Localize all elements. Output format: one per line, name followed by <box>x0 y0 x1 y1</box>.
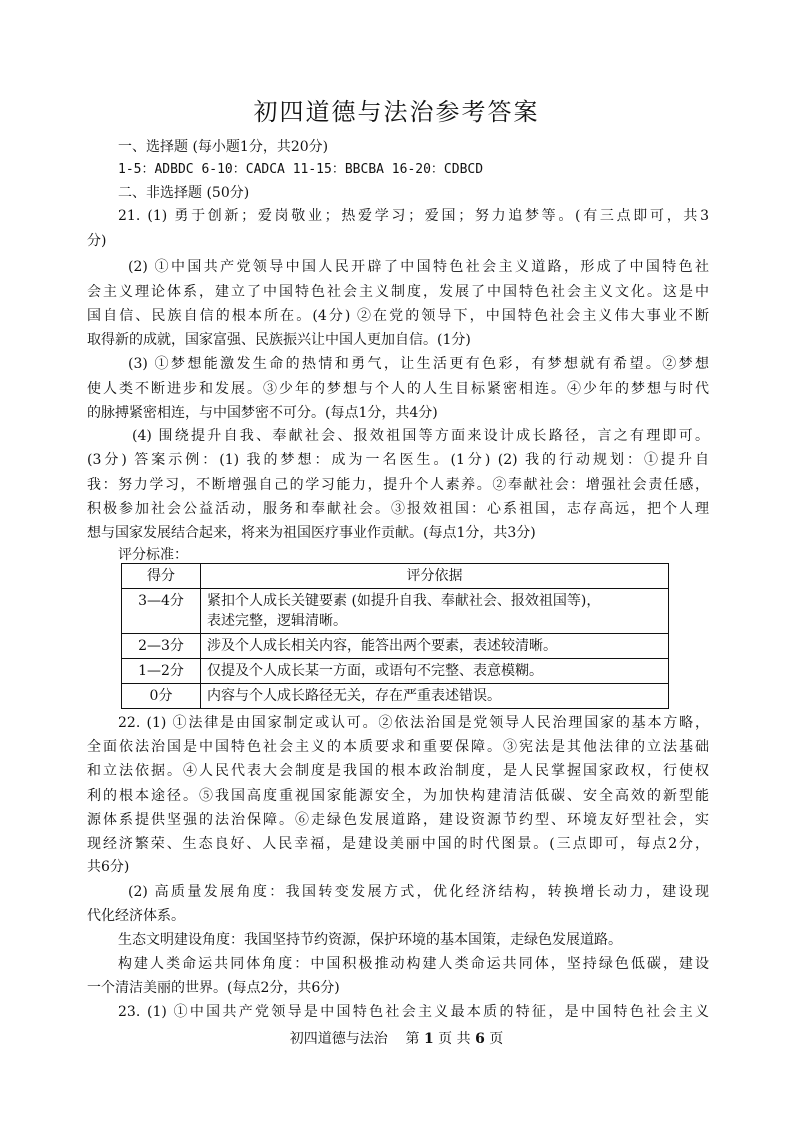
section1-heading: 一、选择题 (每小题1分，共20分) <box>118 139 329 155</box>
page-footer <box>0 1028 793 1048</box>
footer-page-word: 第 <box>405 1031 420 1047</box>
q21-p3-line2: 使人类不断进步和发展。③少年的梦想与个人的人生目标紧密相连。④少年的梦想与时代 <box>87 381 709 397</box>
choice-answers: 1-5：ADBDC 6-10：CADCA 11-15：BBCBA 16-20：CDBCD <box>118 162 484 177</box>
q21-p4-line5: 想与国家发展结合起来，将来为祖国医疗事业作贡献。(每点1分，共3分) <box>87 525 536 541</box>
q21-p1-line1: 21. (1) 勇于创新；爱岗敬业；热爱学习；爱国；努力追梦等。(有三点即可，共3 <box>118 208 709 224</box>
table-row <box>122 659 669 684</box>
score-cell: 2—3分 <box>122 634 201 659</box>
q22-p1-line4: 利的根本途径。⑤我国高度重视国家能源安全，为加快构建清洁低碳、安全高效的新型能 <box>87 788 709 804</box>
q21-p3-line3: 的脉搏紧密相连，与中国梦密不可分。(每点1分，共4分) <box>87 405 438 421</box>
basis-text: 紧扣个人成长关键要素 (如提升自我、奉献社会、报效祖国等)， <box>207 593 601 609</box>
table-row <box>122 589 669 634</box>
q21-p2-line1: (2) ①中国共产党领导中国人民开辟了中国特色社会主义道路，形成了中国特色社 <box>128 259 709 275</box>
scoring-table <box>121 563 669 709</box>
q21-p4-line4: 积极参加社会公益活动，服务和奉献社会。③报效祖国：心系祖国，志存高远，把个人理 <box>87 501 709 517</box>
page-title: 初四道德与法治参考答案 <box>253 98 540 126</box>
basis-cell <box>201 589 669 634</box>
scoring-header-row <box>122 564 669 589</box>
table-row <box>122 684 669 709</box>
score-cell: 3—4分 <box>122 589 201 634</box>
q21-p2-line3: 国自信、民族自信的根本所在。(4分) ②在党的领导下，中国特色社会主义伟大事业不断 <box>87 308 709 324</box>
q21-p4-line2: (3分) 答案示例：(1) 我的梦想：成为一名医生。(1分) (2) 我的行动规划：①提升自 <box>87 452 709 468</box>
q22-p4-line2: 一个清洁美丽的世界。(每点2分，共6分) <box>87 980 340 996</box>
footer-total-pages: 6 <box>475 1031 485 1047</box>
q22-p4-line1: 构建人类命运共同体角度：中国积极推动构建人类命运共同体，坚持绿色低碳，建设 <box>118 956 709 972</box>
footer-mid: 页 共 <box>438 1031 471 1047</box>
q22-p1-line7: 共6分) <box>87 859 130 875</box>
score-cell: 0分 <box>122 684 201 709</box>
q22-p2-line2: 代化经济体系。 <box>87 908 185 924</box>
q21-p2-line4: 取得新的成就，国家富强、民族振兴让中国人更加自信。(1分) <box>87 332 471 348</box>
basis-cell: 内容与个人成长路径无关，存在严重表述错误。 <box>201 684 669 709</box>
q22-p1-line6: 现经济繁荣、生态良好、人民幸福，是建设美丽中国的时代图景。(三点即可，每点2分， <box>87 836 709 852</box>
q21-p4-line1: (4) 围绕提升自我、奉献社会、报效祖国等方面来设计成长路径，言之有理即可。 <box>132 428 709 444</box>
q22-p1-line1: 22. (1) ①法律是由国家制定或认可。②依法治国是党领导人民治理国家的基本方略， <box>118 715 709 731</box>
q21-p3-line1: (3) ①梦想能激发生命的热情和勇气，让生活更有色彩，有梦想就有希望。②梦想 <box>128 356 709 372</box>
q23-p1-line1: 23. (1) ①中国共产党领导是中国特色社会主义最本质的特征，是中国特色社会主义 <box>118 1004 709 1020</box>
score-cell: 1—2分 <box>122 659 201 684</box>
q22-p1-line3: 和立法依据。④人民代表大会制度是我国的根本政治制度，是人民掌握国家政权，行使权 <box>87 763 709 779</box>
basis-text: 表述完整，逻辑清晰。 <box>207 613 347 629</box>
footer-page-number: 1 <box>423 1031 434 1047</box>
q21-p4-line3: 我：努力学习，不断增强自己的学习能力，提升个人素养。②奉献社会：增强社会责任感， <box>87 477 709 493</box>
header-score: 得分 <box>122 564 201 589</box>
q22-p1-line5: 源体系提供坚强的法治保障。⑥走绿色发展道路，建设资源节约型、环境友好型社会，实 <box>87 812 709 828</box>
q22-p2-line1: (2) 高质量发展角度：我国转变发展方式，优化经济结构，转换增长动力，建设现 <box>128 884 709 900</box>
basis-cell: 涉及个人成长相关内容，能答出两个要素，表述较清晰。 <box>201 634 669 659</box>
footer-end: 页 <box>489 1031 504 1047</box>
scoring-label: 评分标准： <box>118 547 188 563</box>
footer-subject: 初四道德与法治 <box>289 1031 388 1047</box>
q22-p1-line2: 全面依法治国是中国特色社会主义的本质要求和重要保障。③宪法是其他法律的立法基础 <box>87 739 709 755</box>
table-row <box>122 634 669 659</box>
q21-p2-line2: 会主义理论体系，建立了中国特色社会主义制度，发展了中国特色社会主义文化。这是中 <box>87 284 709 300</box>
basis-cell: 仅提及个人成长某一方面，或语句不完整、表意模糊。 <box>201 659 669 684</box>
header-basis: 评分依据 <box>201 564 669 589</box>
section2-heading: 二、非选择题 (50分) <box>118 185 250 201</box>
q21-p1-line2: 分) <box>87 233 107 249</box>
q22-p3-line1: 生态文明建设角度：我国坚持节约资源，保护环境的基本国策，走绿色发展道路。 <box>118 932 622 948</box>
